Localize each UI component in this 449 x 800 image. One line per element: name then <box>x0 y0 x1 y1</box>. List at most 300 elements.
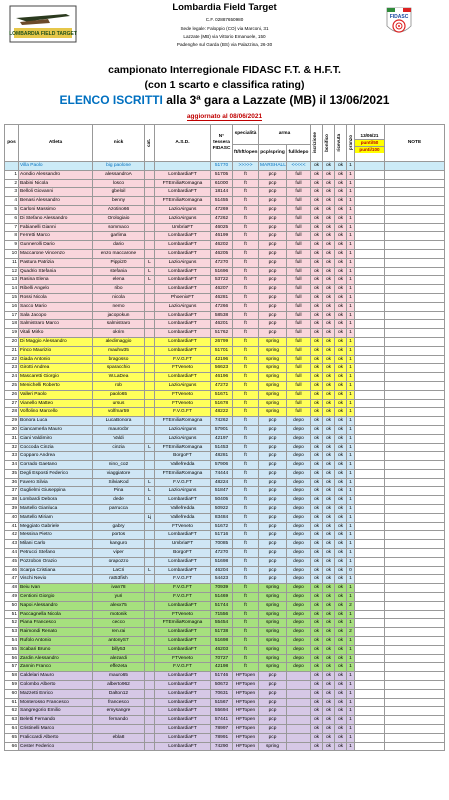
org-cf: C.F. 02887650980 <box>205 17 244 22</box>
table-row <box>5 584 445 593</box>
special-spec: >>>>> <box>233 162 259 171</box>
date-label: 13/06/21 <box>355 133 384 140</box>
cell-asd: LombardiaFT <box>155 557 211 566</box>
cell-arma-2: full <box>287 170 311 179</box>
cell-asd: LombardiaFT <box>155 170 211 179</box>
cell-spec: ft <box>233 575 259 584</box>
cell-ricev: ok <box>335 223 347 232</box>
special-tessera: 51770 <box>211 162 233 171</box>
cell-atleta: Mazzetti Enrico <box>19 689 93 698</box>
cell-arma-2: depo <box>287 637 311 646</box>
cell-points <box>355 241 385 250</box>
cell-note <box>385 276 445 285</box>
cell-iscr: ok <box>311 443 323 452</box>
table-row <box>5 593 445 602</box>
cell-iscr: ok <box>311 241 323 250</box>
cell-atleta: Bonora Luca <box>19 417 93 426</box>
table-row <box>5 311 445 320</box>
cell-points <box>355 443 385 452</box>
cell-pranzo: 1 <box>347 505 355 514</box>
cell-spec: ft <box>233 425 259 434</box>
cell-nick: W.LaDea <box>93 373 145 382</box>
table-row <box>5 329 445 338</box>
fidasc-logo <box>384 6 414 38</box>
cell-points <box>355 452 385 461</box>
cell-note <box>385 293 445 302</box>
cell-pranzo: 1 <box>347 249 355 258</box>
cell-pranzo: 1 <box>347 557 355 566</box>
cell-arma-2: full <box>287 399 311 408</box>
cell-iscr: ok <box>311 478 323 487</box>
cell-ricev: ok <box>335 478 347 487</box>
cell-arma-2: depo <box>287 549 311 558</box>
cell-asd: Vallefredda <box>155 513 211 522</box>
cell-pos: 28 <box>5 408 19 417</box>
cell-spec: ft <box>233 276 259 285</box>
cell-arma-2: depo <box>287 628 311 637</box>
cell-pranzo: 1 <box>347 355 355 364</box>
cell-spec: ft <box>233 390 259 399</box>
special-atleta: Villa Paolo <box>19 162 93 171</box>
cell-asd: LombardiaFT <box>155 725 211 734</box>
cell-pranzo: 1 <box>347 205 355 214</box>
cell-pos: 16 <box>5 302 19 311</box>
cell-ricev: ok <box>335 302 347 311</box>
cell-note <box>385 681 445 690</box>
cell-note <box>385 258 445 267</box>
cell-nick: alexx75 <box>93 601 145 610</box>
cell-spec: ft <box>233 645 259 654</box>
cell-atleta: Meggiato Gabriele <box>19 522 93 531</box>
cell-tessera: 42197 <box>211 434 233 443</box>
cell-arma-1: spring <box>259 390 287 399</box>
cell-tessera: 78991 <box>211 733 233 742</box>
cell-points <box>355 689 385 698</box>
cell-pos: 62 <box>5 707 19 716</box>
cell-nick: Azotino66 <box>93 205 145 214</box>
cell-iscr: ok <box>311 461 323 470</box>
cell-arma-1: pcp <box>259 681 287 690</box>
cell-ricev: ok <box>335 399 347 408</box>
cell-arma-2: full <box>287 337 311 346</box>
cell-asd: LombardiaFT <box>155 373 211 382</box>
cell-asd: LombardiaFT <box>155 672 211 681</box>
cell-arma-2: full <box>287 355 311 364</box>
cell-pos: 42 <box>5 531 19 540</box>
cell-asd: LombardiaFT <box>155 337 211 346</box>
cell-note <box>385 214 445 223</box>
cell-points <box>355 276 385 285</box>
cell-spec: ft <box>233 205 259 214</box>
cell-bonif: ok <box>323 575 335 584</box>
cell-nick: sparacchio <box>93 364 145 373</box>
cell-arma-2: full <box>287 381 311 390</box>
punti-100: punti/100 <box>355 147 384 153</box>
cell-points <box>355 285 385 294</box>
table-row <box>5 223 445 232</box>
cell-asd: LombardiaFT <box>155 531 211 540</box>
table-row <box>5 637 445 646</box>
cell-points <box>355 584 385 593</box>
cell-nick: orapozzo <box>93 557 145 566</box>
cell-arma-1: pcp <box>259 434 287 443</box>
cell-arma-2: full <box>287 302 311 311</box>
cell-tessera: 57906 <box>211 461 233 470</box>
cell-asd: LombardiaFT <box>155 285 211 294</box>
cell-iscr: ok <box>311 742 323 751</box>
cell-ricev: ok <box>335 329 347 338</box>
cell-bonif: ok <box>323 610 335 619</box>
cell-pranzo: 1 <box>347 619 355 628</box>
cell-spec: ft <box>233 469 259 478</box>
cell-bonif: ok <box>323 469 335 478</box>
cell-ricev: ok <box>335 619 347 628</box>
cell-pos: 46 <box>5 566 19 575</box>
cell-bonif: ok <box>323 663 335 672</box>
cell-cat <box>145 461 155 470</box>
cell-pranzo: 1 <box>347 293 355 302</box>
cell-arma-1: pcp <box>259 496 287 505</box>
cell-bonif: ok <box>323 188 335 197</box>
cell-arma-1: pcp <box>259 320 287 329</box>
cell-arma-2 <box>287 689 311 698</box>
cell-tessera: 42198 <box>211 663 233 672</box>
cell-pranzo: 1 <box>347 188 355 197</box>
cell-asd: PhoenixFT <box>155 293 211 302</box>
cell-tessera: 42196 <box>211 355 233 364</box>
cell-pos: 11 <box>5 258 19 267</box>
cell-pranzo: 1 <box>347 672 355 681</box>
cell-iscr: ok <box>311 337 323 346</box>
cell-note <box>385 452 445 461</box>
cell-points <box>355 549 385 558</box>
cell-asd: F.V.G.FT <box>155 663 211 672</box>
cell-asd: LazioAirguns <box>155 205 211 214</box>
special-row <box>5 162 445 171</box>
cell-bonif: ok <box>323 337 335 346</box>
cell-bonif: ok <box>323 513 335 522</box>
cell-bonif: ok <box>323 179 335 188</box>
cell-spec: ft <box>233 258 259 267</box>
cell-nick: nemo <box>93 302 145 311</box>
cell-bonif: ok <box>323 672 335 681</box>
cell-pranzo: 1 <box>347 698 355 707</box>
cell-pos: 7 <box>5 223 19 232</box>
cell-cat <box>145 285 155 294</box>
cell-arma-1: pcp <box>259 214 287 223</box>
cell-cat <box>145 619 155 628</box>
cell-cat <box>145 381 155 390</box>
cell-note <box>385 601 445 610</box>
cell-spec: ft <box>233 188 259 197</box>
cell-note <box>385 364 445 373</box>
cell-iscr: ok <box>311 232 323 241</box>
cell-tessera: 57441 <box>211 716 233 725</box>
cell-pranzo: 1 <box>347 663 355 672</box>
cell-pos: 29 <box>5 417 19 426</box>
cell-nick: LucaBonora <box>93 417 145 426</box>
cell-points <box>355 505 385 514</box>
cell-bonif: ok <box>323 707 335 716</box>
cell-arma-1: pcp <box>259 417 287 426</box>
cell-pos: 23 <box>5 364 19 373</box>
cell-bonif: ok <box>323 540 335 549</box>
cell-ricev: ok <box>335 355 347 364</box>
cell-atleta: Beiu Ivan <box>19 584 93 593</box>
cell-bonif: ok <box>323 434 335 443</box>
cell-asd: LombardiaFT <box>155 689 211 698</box>
cell-note <box>385 566 445 575</box>
cell-nick: salmistraro <box>93 320 145 329</box>
cell-note <box>385 249 445 258</box>
table-row <box>5 267 445 276</box>
table-row <box>5 461 445 470</box>
cell-cat <box>145 355 155 364</box>
cell-tessera: 47270 <box>211 549 233 558</box>
cell-arma-1: pcp <box>259 531 287 540</box>
cell-iscr: ok <box>311 214 323 223</box>
cell-nick: ribo <box>93 285 145 294</box>
cell-arma-2: depo <box>287 575 311 584</box>
table-row <box>5 443 445 452</box>
cell-tessera: 78997 <box>211 725 233 734</box>
cell-iscr: ok <box>311 399 323 408</box>
cell-tessera: 51762 <box>211 329 233 338</box>
cell-arma-1: pcp <box>259 425 287 434</box>
cell-pos: 57 <box>5 663 19 672</box>
cell-arma-1: spring <box>259 373 287 382</box>
cell-tessera: 51567 <box>211 698 233 707</box>
cell-asd: FTVeneto <box>155 390 211 399</box>
cell-arma-2: depo <box>287 540 311 549</box>
cell-pos: 48 <box>5 584 19 593</box>
cell-tessera: 51698 <box>211 557 233 566</box>
cell-cat <box>145 417 155 426</box>
cell-pos: 58 <box>5 672 19 681</box>
cell-nick: billy53 <box>93 645 145 654</box>
cell-bonif: ok <box>323 293 335 302</box>
cell-arma-2: depo <box>287 531 311 540</box>
cell-spec: ft <box>233 654 259 663</box>
table-row <box>5 663 445 672</box>
cell-ricev: ok <box>335 293 347 302</box>
cell-note <box>385 628 445 637</box>
col-spec: specialità <box>233 125 259 145</box>
cell-ricev: ok <box>335 311 347 320</box>
cell-points <box>355 663 385 672</box>
cell-nick: ursus <box>93 399 145 408</box>
cell-spec: ft <box>233 223 259 232</box>
cell-atleta: Piana Francesco <box>19 619 93 628</box>
cell-cat <box>145 601 155 610</box>
cell-pranzo: 1 <box>347 417 355 426</box>
cell-tessera: 48281 <box>211 452 233 461</box>
cell-pranzo: 1 <box>347 223 355 232</box>
cell-iscr: ok <box>311 364 323 373</box>
cell-atleta: Ribelli Angelo <box>19 285 93 294</box>
cell-pos: 10 <box>5 249 19 258</box>
cell-arma-1: spring <box>259 601 287 610</box>
cell-asd: FTEmiliaRomagna <box>155 469 211 478</box>
cell-pranzo: 1 <box>347 276 355 285</box>
cell-points <box>355 469 385 478</box>
cell-pranzo: 1 <box>347 434 355 443</box>
cell-pranzo: 1 <box>347 197 355 206</box>
cell-pos: 1 <box>5 170 19 179</box>
cell-spec: ft <box>233 584 259 593</box>
cell-points <box>355 733 385 742</box>
cell-note <box>385 337 445 346</box>
cell-pranzo: 1 <box>347 593 355 602</box>
cell-points <box>355 425 385 434</box>
cell-bonif: ok <box>323 681 335 690</box>
cell-nick: maurocbr <box>93 425 145 434</box>
cell-note <box>385 575 445 584</box>
cell-atleta: Ciancamerla Mauro <box>19 425 93 434</box>
col-asd: A.S.D. <box>155 125 211 162</box>
cell-cat <box>145 557 155 566</box>
cell-nick: okrim <box>93 329 145 338</box>
cell-pos: 35 <box>5 469 19 478</box>
cell-tessera: 51696 <box>211 267 233 276</box>
cell-cat <box>145 733 155 742</box>
cell-arma-2: depo <box>287 496 311 505</box>
cell-arma-1: pcp <box>259 258 287 267</box>
cell-spec: ft <box>233 663 259 672</box>
cell-cat <box>145 689 155 698</box>
cell-asd: LombardiaFT <box>155 249 211 258</box>
cell-atleta: Caldelari Mauro <box>19 672 93 681</box>
cell-iscr: ok <box>311 258 323 267</box>
cell-pos: 66 <box>5 742 19 751</box>
cell-pos: 12 <box>5 267 19 276</box>
cell-pos: 31 <box>5 434 19 443</box>
cell-arma-1: pcp <box>259 223 287 232</box>
cell-ricev: ok <box>335 593 347 602</box>
cell-ricev: ok <box>335 337 347 346</box>
cell-tessera: 56623 <box>211 364 233 373</box>
cell-pranzo: 1 <box>347 302 355 311</box>
cell-atleta: Scarpa Cristiana <box>19 566 93 575</box>
cell-bonif: ok <box>323 408 335 417</box>
svg-text:FIDASC: FIDASC <box>389 14 409 20</box>
cell-arma-1: pcp <box>259 505 287 514</box>
cell-note <box>385 434 445 443</box>
cell-pos: 24 <box>5 373 19 382</box>
cell-pranzo: 1 <box>347 443 355 452</box>
cell-tessera: 71556 <box>211 610 233 619</box>
cell-iscr: ok <box>311 725 323 734</box>
cell-points <box>355 267 385 276</box>
cell-pos: 33 <box>5 452 19 461</box>
cell-pranzo: 1 <box>347 540 355 549</box>
cell-cat <box>145 610 155 619</box>
cell-atleta: Aondio Alessandro <box>19 170 93 179</box>
cell-ricev: ok <box>335 601 347 610</box>
cell-bonif: ok <box>323 241 335 250</box>
cell-spec: ft <box>233 267 259 276</box>
cell-asd: LombardiaFT <box>155 637 211 646</box>
cell-arma-2: full <box>287 293 311 302</box>
cell-nick: ren.rai <box>93 628 145 637</box>
cell-spec: ft <box>233 513 259 522</box>
cell-atleta: Zardin Alessandro <box>19 654 93 663</box>
cell-asd: LombardiaFT <box>155 232 211 241</box>
cell-arma-1: spring <box>259 645 287 654</box>
cell-note <box>385 637 445 646</box>
cell-nick: mauhw35 <box>93 346 145 355</box>
cell-nick: aledimaggio <box>93 337 145 346</box>
cell-spec: HFTopen <box>233 698 259 707</box>
cell-bonif: ok <box>323 214 335 223</box>
table-row <box>5 188 445 197</box>
cell-nick: nino_co2 <box>93 461 145 470</box>
cell-arma-2: full <box>287 364 311 373</box>
cell-bonif: ok <box>323 593 335 602</box>
cell-ricev: ok <box>335 742 347 751</box>
cell-atleta: Favero Silvia <box>19 478 93 487</box>
cell-arma-2: depo <box>287 522 311 531</box>
cell-atleta: Beletti Fernando <box>19 716 93 725</box>
cell-tessera: 51678 <box>211 399 233 408</box>
cell-ricev: ok <box>335 531 347 540</box>
table-row <box>5 672 445 681</box>
cell-atleta: Martello Gianluca <box>19 505 93 514</box>
cell-ricev: ok <box>335 496 347 505</box>
table-row <box>5 689 445 698</box>
cell-cat <box>145 337 155 346</box>
cell-spec: ft <box>233 285 259 294</box>
cell-arma-1: spring <box>259 654 287 663</box>
updated-date: aggiornato al 08/06/2021 <box>186 113 263 120</box>
cell-note <box>385 399 445 408</box>
cell-note <box>385 522 445 531</box>
cell-tessera: 48224 <box>211 478 233 487</box>
cell-iscr: ok <box>311 637 323 646</box>
org-name: Lombardia Field Target <box>172 2 277 13</box>
col-pranzo: pranzo <box>347 125 355 162</box>
cell-pranzo: 1 <box>347 267 355 276</box>
cell-note <box>385 179 445 188</box>
table-row <box>5 373 445 382</box>
cell-asd: FTEmiliaRomagna <box>155 179 211 188</box>
cell-pranzo: 1 <box>347 461 355 470</box>
cell-arma-2: full <box>287 346 311 355</box>
cell-arma-2: depo <box>287 610 311 619</box>
cell-cat <box>145 434 155 443</box>
cell-cat <box>145 742 155 751</box>
special-arma-1: MARSHALL <box>259 162 287 171</box>
cell-cat <box>145 399 155 408</box>
cell-iscr: ok <box>311 293 323 302</box>
cell-tessera: 46281 <box>211 293 233 302</box>
cell-atleta: Carloni Massimo <box>19 205 93 214</box>
cell-ricev: ok <box>335 663 347 672</box>
cell-pos: 22 <box>5 355 19 364</box>
cell-atleta: Petrucci Stefano <box>19 549 93 558</box>
cell-pos: 64 <box>5 725 19 734</box>
cell-tessera: 57901 <box>211 425 233 434</box>
cell-cat <box>145 628 155 637</box>
cell-spec: HFTopen <box>233 725 259 734</box>
cell-bonif: ok <box>323 285 335 294</box>
cell-pos: 51 <box>5 610 19 619</box>
cell-spec: HFTopen <box>233 733 259 742</box>
cell-pos: 13 <box>5 276 19 285</box>
cell-note <box>385 531 445 540</box>
cell-tessera: 51701 <box>211 346 233 355</box>
cell-atleta: Centioni Giorgio <box>19 593 93 602</box>
